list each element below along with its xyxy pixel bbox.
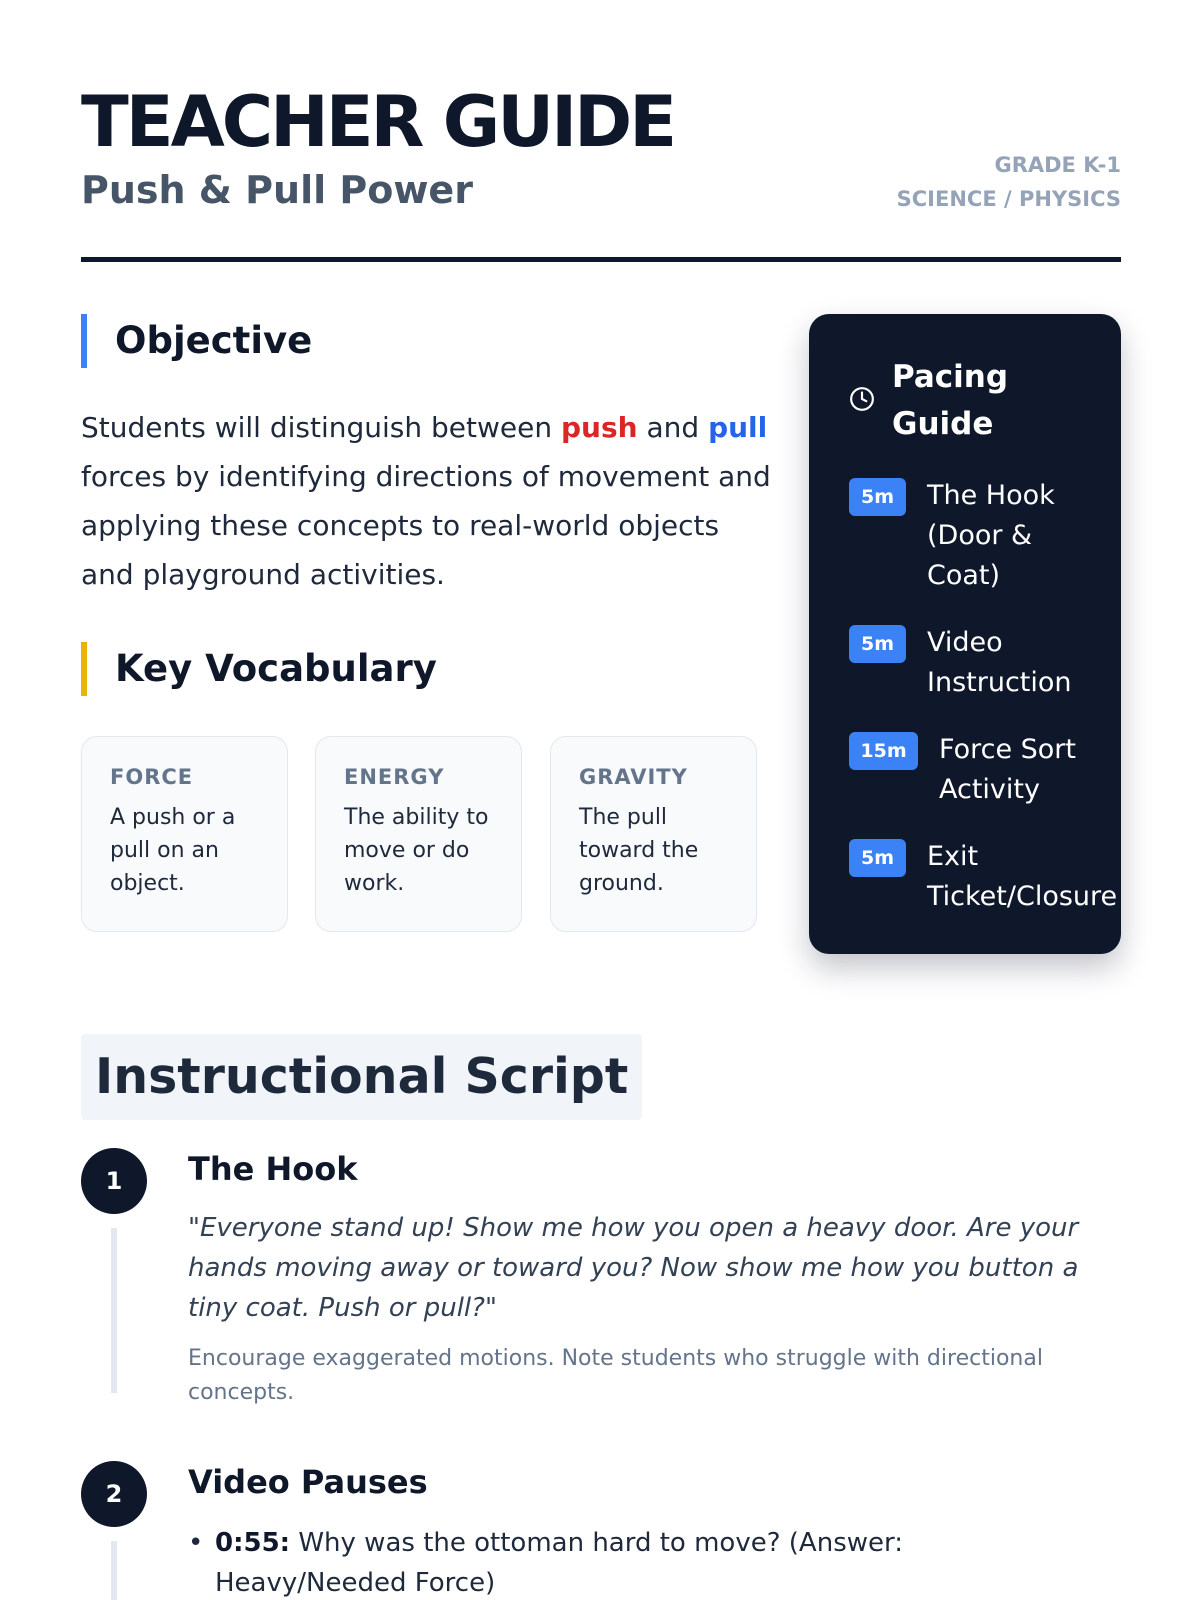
- lesson-subtitle: Push & Pull Power: [81, 168, 473, 212]
- vocab-definition: A push or a pull on an object.: [110, 805, 236, 896]
- pacing-guide-panel: [809, 314, 1121, 954]
- pacing-label-line: The Hook: [927, 480, 1055, 511]
- guide-header: [81, 78, 1121, 262]
- pacing-item-label: [927, 476, 1055, 596]
- teacher-guide-page: [81, 0, 1121, 1600]
- step-title: Video Pauses: [188, 1463, 428, 1501]
- pacing-guide-title: Pacing Guide: [892, 359, 1009, 442]
- objective-text-part: and: [637, 411, 709, 444]
- pause-question: Why was the ottoman hard to move? (Answer: Heavy/Needed Force): [215, 1528, 903, 1598]
- vocab-term: FORCE: [110, 765, 194, 789]
- time-badge: 5m: [849, 625, 906, 663]
- step-teacher-note: Encourage exaggerated motions. Note students who struggle with directional concepts.: [188, 1346, 1043, 1405]
- list-item: [188, 1523, 1088, 1600]
- pacing-label-line: Ticket/Closure: [927, 881, 1118, 912]
- vocab-card-force: [81, 736, 288, 932]
- time-badge: 5m: [849, 839, 906, 877]
- pacing-label-line: Instruction: [927, 667, 1072, 698]
- step-number-badge: 2: [81, 1461, 147, 1527]
- objective-text: [81, 403, 771, 599]
- pull-keyword: pull: [708, 411, 768, 444]
- step-timeline-line: [111, 1228, 117, 1393]
- clock-icon: [849, 386, 875, 412]
- objective-heading: Objective: [81, 314, 312, 368]
- vocab-term: ENERGY: [344, 765, 445, 789]
- grade-label: GRADE K-1: [994, 153, 1121, 177]
- pacing-label-line: Force Sort: [939, 734, 1076, 765]
- step-number-badge: 1: [81, 1148, 147, 1214]
- pacing-label-line: Activity: [939, 774, 1040, 805]
- pacing-label-line: Video: [927, 627, 1003, 658]
- lesson-meta: [897, 148, 1121, 216]
- pacing-item-label: [927, 837, 1117, 917]
- pacing-label-line: (Door &: [927, 520, 1033, 551]
- vocabulary-heading: Key Vocabulary: [81, 642, 437, 696]
- objective-text-part: forces by identifying directions of movement and applying these concepts to real-world objects and playground activities.: [81, 460, 771, 591]
- time-badge: 5m: [849, 478, 906, 516]
- time-badge: 15m: [849, 732, 918, 770]
- pacing-item-label: [939, 730, 1076, 810]
- video-pause-list: [188, 1523, 1088, 1600]
- vocab-term: GRAVITY: [579, 765, 688, 789]
- step-timeline-line: [111, 1541, 117, 1600]
- instructional-script-heading: Instructional Script: [81, 1034, 642, 1120]
- timestamp-label: 0:55:: [215, 1528, 291, 1558]
- vocab-card-energy: [315, 736, 522, 932]
- step-title: The Hook: [188, 1150, 358, 1188]
- pacing-label-line: Exit: [927, 841, 979, 872]
- vocab-card-gravity: [550, 736, 757, 932]
- vocab-definition: The pull toward the ground.: [579, 805, 699, 896]
- page-title: TEACHER GUIDE: [81, 81, 675, 163]
- vocab-definition: The ability to move or do work.: [344, 805, 489, 896]
- objective-text-part: Students will distinguish between: [81, 411, 562, 444]
- push-keyword: push: [561, 411, 638, 444]
- pacing-item-label: [927, 623, 1072, 703]
- pacing-label-line: Coat): [927, 560, 1001, 591]
- step-script-quote: "Everyone stand up! Show me how you open a heavy door. Are your hands moving away or toward you? Now show me how you button a tiny coat. Push or pull?": [188, 1213, 1079, 1323]
- subject-label: SCIENCE / PHYSICS: [896, 187, 1121, 211]
